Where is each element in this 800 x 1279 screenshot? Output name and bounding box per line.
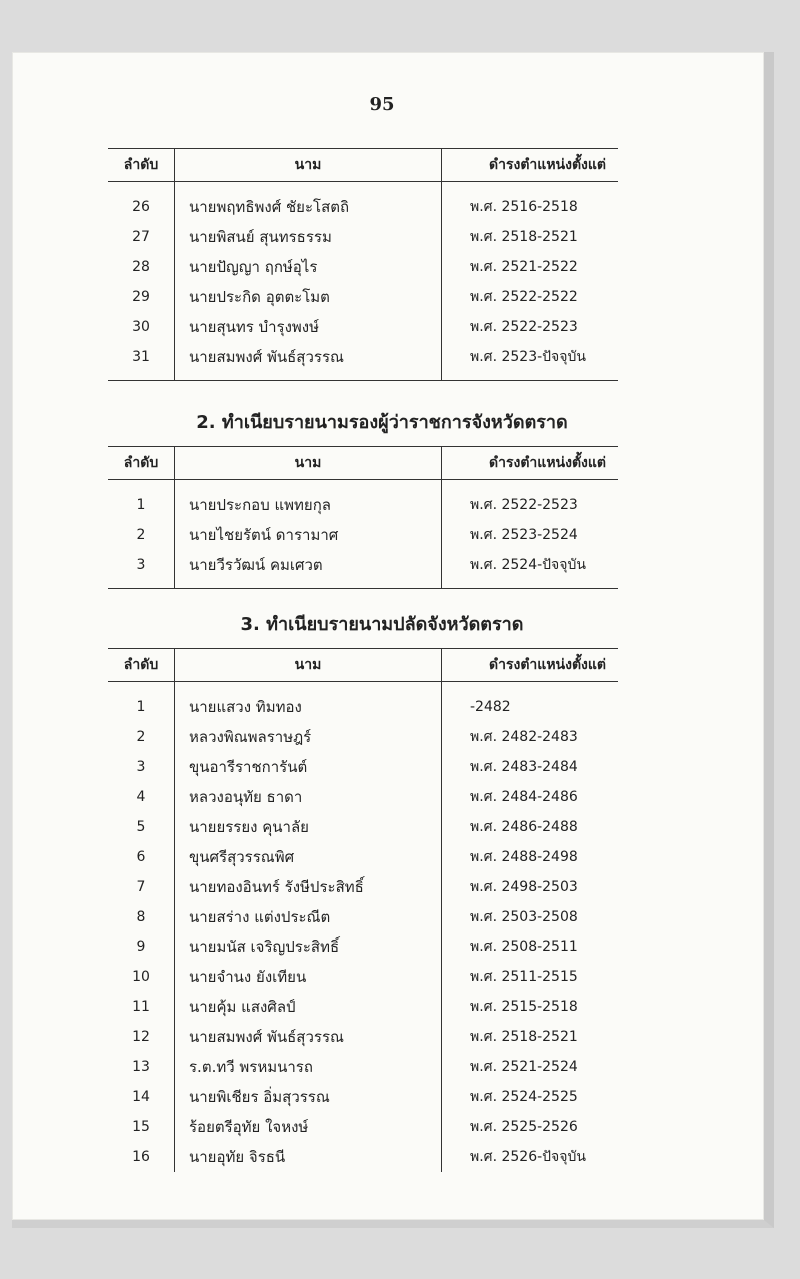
col-term: ดำรงตำแหน่งตั้งแต่ [442,447,619,480]
row-name: นายสุนทร บำรุงพงษ์ [175,312,442,342]
row-name: นายพฤทธิพงศ์ ชัยะโสตถิ [175,192,442,222]
table-row [108,872,618,902]
row-term: พ.ศ. 2508-2511 [470,939,578,955]
provincial-clerks-table [108,648,618,1172]
col-order: ลำดับ [108,649,175,682]
row-number: 27 [108,222,175,252]
row-term: พ.ศ. 2484-2486 [470,789,578,805]
governors-table [108,148,618,381]
row-term: พ.ศ. 2524-2525 [470,1089,578,1105]
row-name: หลวงอนุทัย ธาดา [175,782,442,812]
row-name: นายพิสนย์ สุนทรธรรม [175,222,442,252]
row-name: นายทองอินทร์ รังษีประสิทธิ์ [175,872,442,902]
row-term: -2482 [470,699,511,715]
row-term: พ.ศ. 2518-2521 [470,229,578,245]
table-row [108,752,618,782]
row-term: พ.ศ. 2521-2522 [470,259,578,275]
row-number: 2 [108,722,175,752]
table-row [108,812,618,842]
table-row [108,692,618,722]
table-row [108,932,618,962]
row-term: พ.ศ. 2516-2518 [470,199,578,215]
row-name: นายมนัส เจริญประสิทธิ์ [175,932,442,962]
table-row [108,192,618,222]
row-number: 2 [108,520,175,550]
row-number: 3 [108,550,175,580]
row-term: พ.ศ. 2522-2523 [470,319,578,335]
row-name: ขุนศรีสุวรรณพิศ [175,842,442,872]
table-row [108,1112,618,1142]
row-number: 16 [108,1142,175,1172]
row-number: 26 [108,192,175,222]
row-number: 3 [108,752,175,782]
table-row [108,992,618,1022]
row-name: ร.ต.ทวี พรหมนารถ [175,1052,442,1082]
row-number: 30 [108,312,175,342]
row-number: 15 [108,1112,175,1142]
row-name: นายไชยรัตน์ ดารามาศ [175,520,442,550]
page-number: 95 [369,94,395,115]
row-number: 7 [108,872,175,902]
row-number: 12 [108,1022,175,1052]
row-name: นายแสวง ทิมทอง [175,692,442,722]
deputy-governors-table [108,446,618,589]
row-term: พ.ศ. 2515-2518 [470,999,578,1015]
row-term: พ.ศ. 2523-2524 [470,527,578,543]
table-row [108,782,618,812]
row-number: 31 [108,342,175,372]
col-name: นาม [175,149,442,182]
table-row [108,550,618,580]
row-term: พ.ศ. 2518-2521 [470,1029,578,1045]
table-row [108,962,618,992]
row-term: พ.ศ. 2498-2503 [470,879,578,895]
row-number: 11 [108,992,175,1022]
row-term: พ.ศ. 2488-2498 [470,849,578,865]
table-row [108,1082,618,1112]
table-row [108,312,618,342]
document-page [12,52,774,1228]
row-term: พ.ศ. 2522-2523 [470,497,578,513]
col-order: ลำดับ [108,447,175,480]
section-3-title: 3. ทำเนียบรายนามปลัดจังหวัดตราด [240,614,524,635]
section-2-title: 2. ทำเนียบรายนามรองผู้ว่าราชการจังหวัดตราด [196,412,568,433]
row-name: นายปัญญา ฤกษ์อุไร [175,252,442,282]
row-term: พ.ศ. 2482-2483 [470,729,578,745]
row-number: 5 [108,812,175,842]
row-number: 4 [108,782,175,812]
row-name: นายจำนง ยังเทียน [175,962,442,992]
row-term: พ.ศ. 2483-2484 [470,759,578,775]
row-number: 9 [108,932,175,962]
row-name: หลวงพิณพลราษฎร์ [175,722,442,752]
table-row [108,222,618,252]
row-number: 10 [108,962,175,992]
row-name: ร้อยตรีอุทัย ใจหงษ์ [175,1112,442,1142]
row-term: พ.ศ. 2522-2522 [470,289,578,305]
row-term: พ.ศ. 2524-ปัจจุบัน [470,557,586,573]
row-number: 1 [108,692,175,722]
row-name: นายคุ้ม แสงศิลป์ [175,992,442,1022]
table-row [108,342,618,372]
row-name: นายประกอบ แพทยกุล [175,490,442,520]
table-row [108,282,618,312]
table-row [108,902,618,932]
table-row [108,842,618,872]
row-name: นายยรรยง คุนาลัย [175,812,442,842]
row-name: นายพิเชียร อิ่มสุวรรณ [175,1082,442,1112]
table-row [108,1052,618,1082]
row-term: พ.ศ. 2503-2508 [470,909,578,925]
row-term: พ.ศ. 2526-ปัจจุบัน [470,1149,586,1165]
col-order: ลำดับ [108,149,175,182]
row-term: พ.ศ. 2523-ปัจจุบัน [470,349,586,365]
table-row [108,1022,618,1052]
table-row [108,252,618,282]
col-term: ดำรงตำแหน่งตั้งแต่ [442,149,619,182]
row-number: 28 [108,252,175,282]
row-number: 1 [108,490,175,520]
row-term: พ.ศ. 2511-2515 [470,969,578,985]
row-name: นายอุทัย จิรธนี [175,1142,442,1172]
table-row [108,490,618,520]
row-name: ขุนอารีราชการันต์ [175,752,442,782]
table-row [108,722,618,752]
row-name: นายสมพงศ์ พันธ์สุวรรณ [175,342,442,372]
row-number: 8 [108,902,175,932]
row-name: นายสมพงศ์ พันธ์สุวรรณ [175,1022,442,1052]
col-name: นาม [175,447,442,480]
table-row [108,520,618,550]
row-name: นายสร่าง แต่งประณีต [175,902,442,932]
row-number: 13 [108,1052,175,1082]
row-term: พ.ศ. 2486-2488 [470,819,578,835]
row-name: นายวีรวัฒน์ คมเศวต [175,550,442,580]
col-name: นาม [175,649,442,682]
table-row [108,1142,618,1172]
row-number: 6 [108,842,175,872]
col-term: ดำรงตำแหน่งตั้งแต่ [442,649,619,682]
row-number: 29 [108,282,175,312]
row-term: พ.ศ. 2525-2526 [470,1119,578,1135]
row-number: 14 [108,1082,175,1112]
row-name: นายประกิด อุตตะโมต [175,282,442,312]
row-term: พ.ศ. 2521-2524 [470,1059,578,1075]
